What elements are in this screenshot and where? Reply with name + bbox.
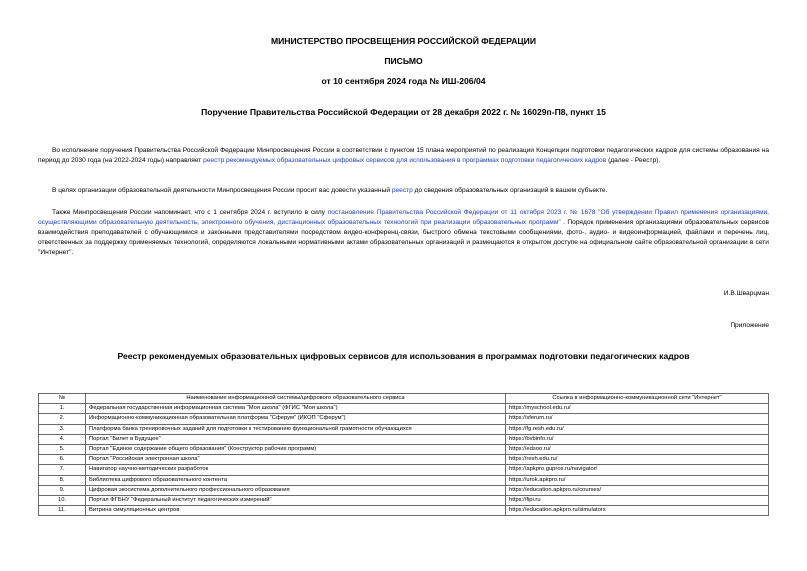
- column-header-service-name: Наименование информационной системы/цифрового образовательного сервиса: [86, 394, 506, 404]
- paragraph-3-text-start: Также Минпросвещения России напоминает, что с 1 сентября 2024 г. вступило в силу: [52, 209, 328, 216]
- appendix-label: Приложение: [730, 322, 769, 329]
- document-type: ПИСЬМО: [384, 56, 423, 66]
- service-name: Портал "Билет в Будущее": [86, 434, 506, 444]
- row-number: 7.: [39, 465, 86, 475]
- decree-link[interactable]: постановление Правительства Российской Федерации от 11 октября 2023 г. № 1678 "Об утверждении Правил применения организациями, осуществляющими образовательную деятельность, электронного обучения, дистанционных образовательных технологий при реализации образовательных программ": [38, 209, 769, 226]
- table-row: [39, 465, 769, 475]
- table-row: [39, 404, 769, 414]
- service-name: Библиотека цифрового образовательного контента: [86, 475, 506, 485]
- row-number: 6.: [39, 455, 86, 465]
- registry-title: Реестр рекомендуемых образовательных цифровых сервисов для использования в программах подготовки педагогических кадров: [117, 351, 690, 361]
- registry-short-link[interactable]: реестр: [391, 187, 413, 194]
- service-name: Навигатор научно-методических разработок: [86, 465, 506, 475]
- registry-link[interactable]: реестр рекомендуемых образовательных цифровых сервисов для использования в программах подготовки педагогических кадров: [203, 157, 607, 164]
- service-name: Цифровая экосистема дополнительного профессионального образования: [86, 485, 506, 495]
- service-name: Платформа банка тренировочных заданий для подготовки к тестированию функциональной грамотности обучающихся: [86, 424, 506, 434]
- row-number: 9.: [39, 485, 86, 495]
- table-row: [39, 445, 769, 455]
- paragraph-3-text-end: . Порядок применения организациями образовательных сервисов взаимодействия преподавателей с обучающимися и законными представителями посредством видео-конференц-связи, быстрого обмена текстовыми сообщениями, фото-, аудио- и видеоинформацией, файлами и перечень лиц, ответственных за поддержку применяемых технологий, определяются локальными нормативными актами образовательных организаций и размещаются в открытом доступе на официальном сайте образовательной организации в сети "Интернет".: [38, 219, 769, 256]
- column-header-number: №: [39, 394, 86, 404]
- row-number: 3.: [39, 424, 86, 434]
- service-url[interactable]: https://urok.apkpro.ru/: [506, 475, 769, 485]
- document-date-number: от 10 сентября 2024 года № ИШ-206/04: [321, 76, 486, 86]
- table-row: [39, 475, 769, 485]
- ministry-title: МИНИСТЕРСТВО ПРОСВЕЩЕНИЯ РОССИЙСКОЙ ФЕДЕРАЦИИ: [270, 36, 537, 46]
- service-name: Портал "Российская электронная школа": [86, 455, 506, 465]
- row-number: 10.: [39, 496, 86, 506]
- paragraph-1: [38, 146, 769, 166]
- service-url[interactable]: https://apkpro.gupros.ru/navigator/: [506, 465, 769, 475]
- service-url[interactable]: https://fipi.ru: [506, 496, 769, 506]
- paragraph-3: [38, 208, 769, 258]
- service-name: Федеральная государственная информационная система "Моя школа" (ФГИС "Моя школа"): [86, 404, 506, 414]
- signatory-name: И.В.Шварцман: [723, 290, 769, 297]
- document-subject: Поручение Правительства Российской Федерации от 28 декабря 2022 г. № 16029п-П8, пункт 15: [201, 107, 606, 117]
- table-row: [39, 506, 769, 516]
- table-header-row: [39, 394, 769, 404]
- service-name: Портал ФГБНУ "Федеральный институт педагогических измерений": [86, 496, 506, 506]
- table-row: [39, 424, 769, 434]
- paragraph-1-text-end: (далее - Реестр).: [606, 157, 661, 164]
- service-url[interactable]: https://bvbinfo.ru/: [506, 434, 769, 444]
- service-url[interactable]: https://fg.resh.edu.ru/: [506, 424, 769, 434]
- table-row: [39, 455, 769, 465]
- service-url[interactable]: https://education.apkpro.ru/courses/: [506, 485, 769, 495]
- service-url[interactable]: https://education.apkpro.ru/simulators: [506, 506, 769, 516]
- table-row: [39, 485, 769, 495]
- table-row: [39, 414, 769, 424]
- row-number: 11.: [39, 506, 86, 516]
- registry-table: [38, 393, 769, 516]
- column-header-link: Ссылка в информационно-коммуникационной сети "Интернет": [506, 394, 769, 404]
- service-url[interactable]: https://myschool.edu.ru/: [506, 404, 769, 414]
- service-name: Информационно-коммуникационная образовательная платформа "Сферум" (ИКОП "Сферум"): [86, 414, 506, 424]
- row-number: 4.: [39, 434, 86, 444]
- table-row: [39, 434, 769, 444]
- paragraph-2: [38, 186, 769, 196]
- row-number: 5.: [39, 445, 86, 455]
- service-url[interactable]: https://resh.edu.ru/: [506, 455, 769, 465]
- service-name: Витрина симуляционных центров: [86, 506, 506, 516]
- registry-table-body: [39, 404, 769, 516]
- paragraph-2-text-end: до сведения образовательных организаций в вашем субъекте.: [412, 187, 608, 194]
- paragraph-2-text-start: В целях организации образовательной деятельности Минпросвещения России просит вас довести указанный: [52, 187, 392, 194]
- service-url[interactable]: https://edsoo.ru/: [506, 445, 769, 455]
- row-number: 8.: [39, 475, 86, 485]
- row-number: 2.: [39, 414, 86, 424]
- table-row: [39, 496, 769, 506]
- service-name: Портал "Единое содержание общего образования" (Конструктор рабочих программ): [86, 445, 506, 455]
- paragraph-1-text-start: Во исполнение поручения Правительства Российской Федерации Минпросвещения России в соответствии с пунктом 15 плана мероприятий по реализации Концепции подготовки педагогических кадров для системы образования на период до 2030 года (на 2022-2024 годы) направляет: [38, 147, 769, 164]
- row-number: 1.: [39, 404, 86, 414]
- service-url[interactable]: https://sferum.ru/: [506, 414, 769, 424]
